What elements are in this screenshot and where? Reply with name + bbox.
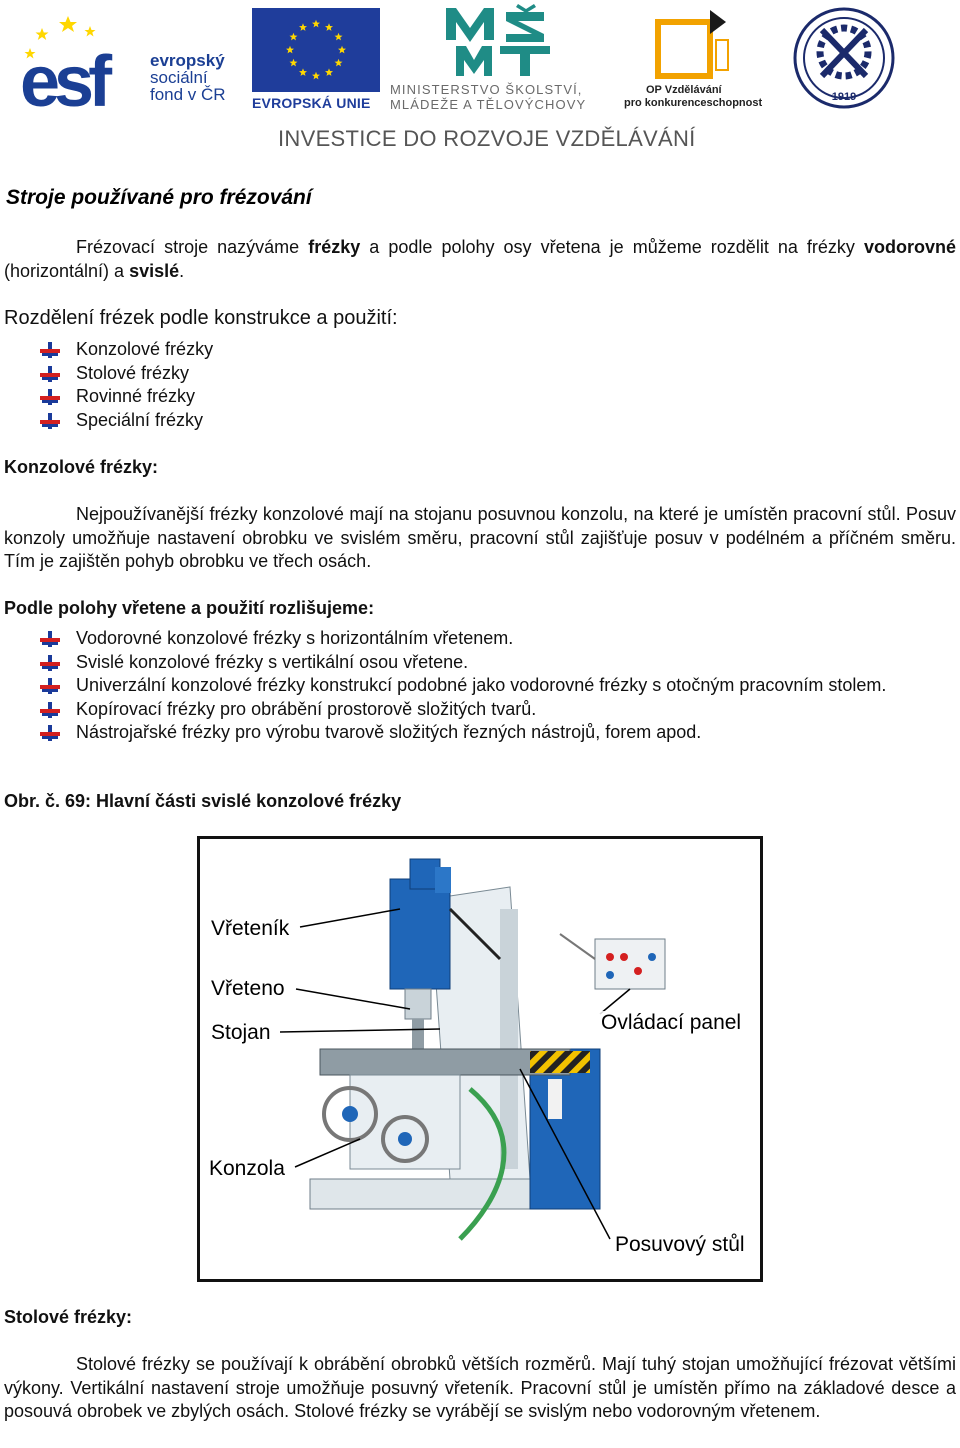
label-konzola: Konzola <box>206 1157 288 1181</box>
list-item: Nástrojařské frézky pro výrobu tvarově složitých řezných nástrojů, forem apod. <box>40 721 956 745</box>
list-item: Vodorovné konzolové frézky s horizontálním vřetenem. <box>40 627 956 651</box>
esf-text: evropský sociální fond v ČR <box>150 51 226 104</box>
milling-machine-figure <box>197 836 763 1282</box>
list-item: Kopírovací frézky pro obrábění prostorově složitých tvarů. <box>40 698 956 722</box>
msmt-text: MINISTERSTVO ŠKOLSTVÍ, MLÁDEŽE A TĚLOVÝCHOVY <box>390 82 587 112</box>
bullet-icon <box>40 413 60 429</box>
label-ovladaci-panel: Ovládací panel <box>598 1011 744 1035</box>
svg-text:esf: esf <box>20 42 107 108</box>
label-stojan: Stojan <box>208 1021 274 1045</box>
seal-year: 1919 <box>831 91 857 103</box>
list-item: Svislé konzolové frézky s vertikální osou vřetene. <box>40 651 956 675</box>
spindle-heading: Podle polohy vřetene a použití rozlišujeme: <box>4 598 375 618</box>
bullet-icon <box>40 389 60 405</box>
control-panel <box>595 939 665 989</box>
op-text: OP Vzdělávání pro konkurenceschopnost <box>624 84 763 109</box>
label-posuvovy-stul: Posuvový stůl <box>612 1233 748 1257</box>
construction-heading: Rozdělení frézek podle konstrukce a použití: <box>4 307 398 329</box>
bullet-icon <box>40 342 60 358</box>
stolove-heading: Stolové frézky: <box>4 1307 133 1327</box>
school-seal-icon <box>792 6 896 110</box>
bullet-icon <box>40 631 60 647</box>
page-title: Stroje používané pro frézování <box>6 186 312 209</box>
op-logo <box>650 8 738 86</box>
milling-machine-illustration <box>200 839 760 1279</box>
stolove-paragraph: Stolové frézky se používají k obrábění obrobků větších rozměrů. Mají tuhý stojan umožňující frézovat většími výkony. Vertikální nastavení stroje umožňuje posuvný vřeteník. Pracovní stůl je umístěn přímo na základové desce a posouvá obrobek ve zbylých osách. Stolové frézky se vyrábějí se svislým nebo vodorovným vřetenem. <box>4 1354 956 1421</box>
bullet-icon <box>40 678 60 694</box>
bullet-icon <box>40 655 60 671</box>
esf-logo <box>20 8 146 108</box>
eu-flag <box>252 8 380 92</box>
header-logos <box>0 0 960 160</box>
list-item: Speciální frézky <box>40 409 213 433</box>
label-vretenik: Vřeteník <box>208 917 292 941</box>
konzolove-heading: Konzolové frézky: <box>4 457 159 477</box>
construction-list <box>40 338 213 432</box>
intro-paragraph: Frézovací stroje nazýváme frézky a podle polohy osy vřetena je můžeme rozdělit na frézky vodorovné (horizontální) a svislé. <box>4 237 956 281</box>
figure-caption: Obr. č. 69: Hlavní části svislé konzolové frézky <box>4 791 402 811</box>
bullet-icon <box>40 702 60 718</box>
bullet-icon <box>40 725 60 741</box>
list-item: Stolové frézky <box>40 362 213 386</box>
list-item: Univerzální konzolové frézky konstrukcí podobné jako vodorovné frézky s otočným pracovním stolem. <box>40 674 956 698</box>
msmt-logo <box>446 4 558 78</box>
eu-text: EVROPSKÁ UNIE <box>252 95 371 111</box>
list-item: Rovinné frézky <box>40 385 213 409</box>
bullet-icon <box>40 366 60 382</box>
list-item: Konzolové frézky <box>40 338 213 362</box>
spindle-list <box>40 627 956 745</box>
label-vreteno: Vřeteno <box>208 977 288 1001</box>
investice-banner: INVESTICE DO ROZVOJE VZDĚLÁVÁNÍ <box>278 126 696 151</box>
konzolove-paragraph: Nejpoužívanější frézky konzolové mají na stojanu posuvnou konzolu, na které je umístěn pracovní stůl. Posuv konzoly umožňuje nastavení obrobku ve svislém směru, pracovní stůl zajišťuje posuv v podélném a příčném směru. Tím je zajištěn pohyb obrobku ve třech osách. <box>4 504 956 571</box>
